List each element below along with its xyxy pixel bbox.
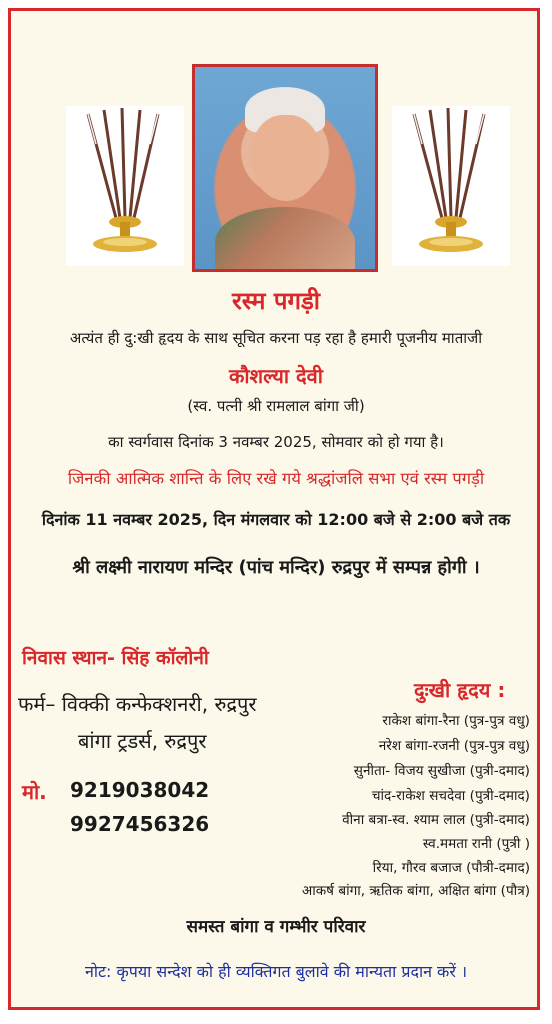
mobile-label: मो. <box>22 780 47 804</box>
firm-line-2: बांगा ट्रडर्स, रुद्रपुर <box>78 729 207 753</box>
phone-number-1: 9219038042 <box>70 778 210 802</box>
residence-text: निवास स्थान- सिंह कॉलोनी <box>22 647 209 669</box>
deceased-name: कौशल्या देवी <box>229 364 323 388</box>
phone-number-2: 9927456326 <box>70 812 210 836</box>
footer-note: नोट: कृपया सन्देश को ही व्यक्तिगत बुलावे की मान्यता प्रदान करें । <box>84 962 468 981</box>
mourner-item: नरेश बांगा-रजनी (पुत्र-पुत्र वधु) <box>378 738 530 754</box>
mourner-item: वीना बत्रा-स्व. श्याम लाल (पुत्री-दमाद) <box>342 812 530 828</box>
mourners-heading: दुःखी हृदय : <box>414 678 506 702</box>
portrait-scarf <box>215 207 355 272</box>
event-venue: श्री लक्ष्मी नारायण मन्दिर (पांच मन्दिर) रुद्रपुर में सम्पन्न होगी । <box>72 557 480 578</box>
mourner-item: चांद-राकेश सचदेवा (पुत्री-दमाद) <box>371 788 530 804</box>
family-signature: समस्त बांगा व गम्भीर परिवार <box>186 917 366 937</box>
incense-stand-left-icon <box>66 106 184 266</box>
mourner-item: आकर्ष बांगा, ऋतिक बांगा, अक्षित बांगा (पौत्र) <box>301 883 530 899</box>
incense-stand-right-icon <box>392 106 510 266</box>
portrait-face <box>251 115 321 201</box>
death-date-text: का स्वर्गवास दिनांक 3 नवम्बर 2025, सोमवार को हो गया है। <box>108 433 444 451</box>
mourner-item: रिया, गौरव बजाज (पौत्री-दमाद) <box>372 860 530 876</box>
mourner-item: स्व.ममता रानी (पुत्री ) <box>422 836 530 852</box>
notice-title: रस्म पगड़ी <box>231 287 321 315</box>
purpose-text: जिनकी आत्मिक शान्ति के लिए रखे गये श्रद्धांजलि सभा एवं रस्म पगड़ी <box>67 469 485 488</box>
event-datetime: दिनांक 11 नवम्बर 2025, दिन मंगलवार को 12:00 बजे से 2:00 बजे तक <box>41 510 511 529</box>
mourner-item: राकेश बांगा-रैना (पुत्र-पुत्र वधु) <box>382 713 530 729</box>
intro-text: अत्यंत ही दु:खी हृदय के साथ सूचित करना पड़ रहा है हमारी पूजनीय माताजी <box>69 329 483 347</box>
mourner-item: सुनीता- विजय सुखीजा (पुत्री-दमाद) <box>353 763 530 779</box>
firm-line-1: फर्म– विक्की कन्फेक्शनरी, रुद्रपुर <box>18 692 257 716</box>
deceased-portrait <box>192 64 378 272</box>
husband-text: (स्व. पत्नी श्री रामलाल बांगा जी) <box>187 397 365 415</box>
